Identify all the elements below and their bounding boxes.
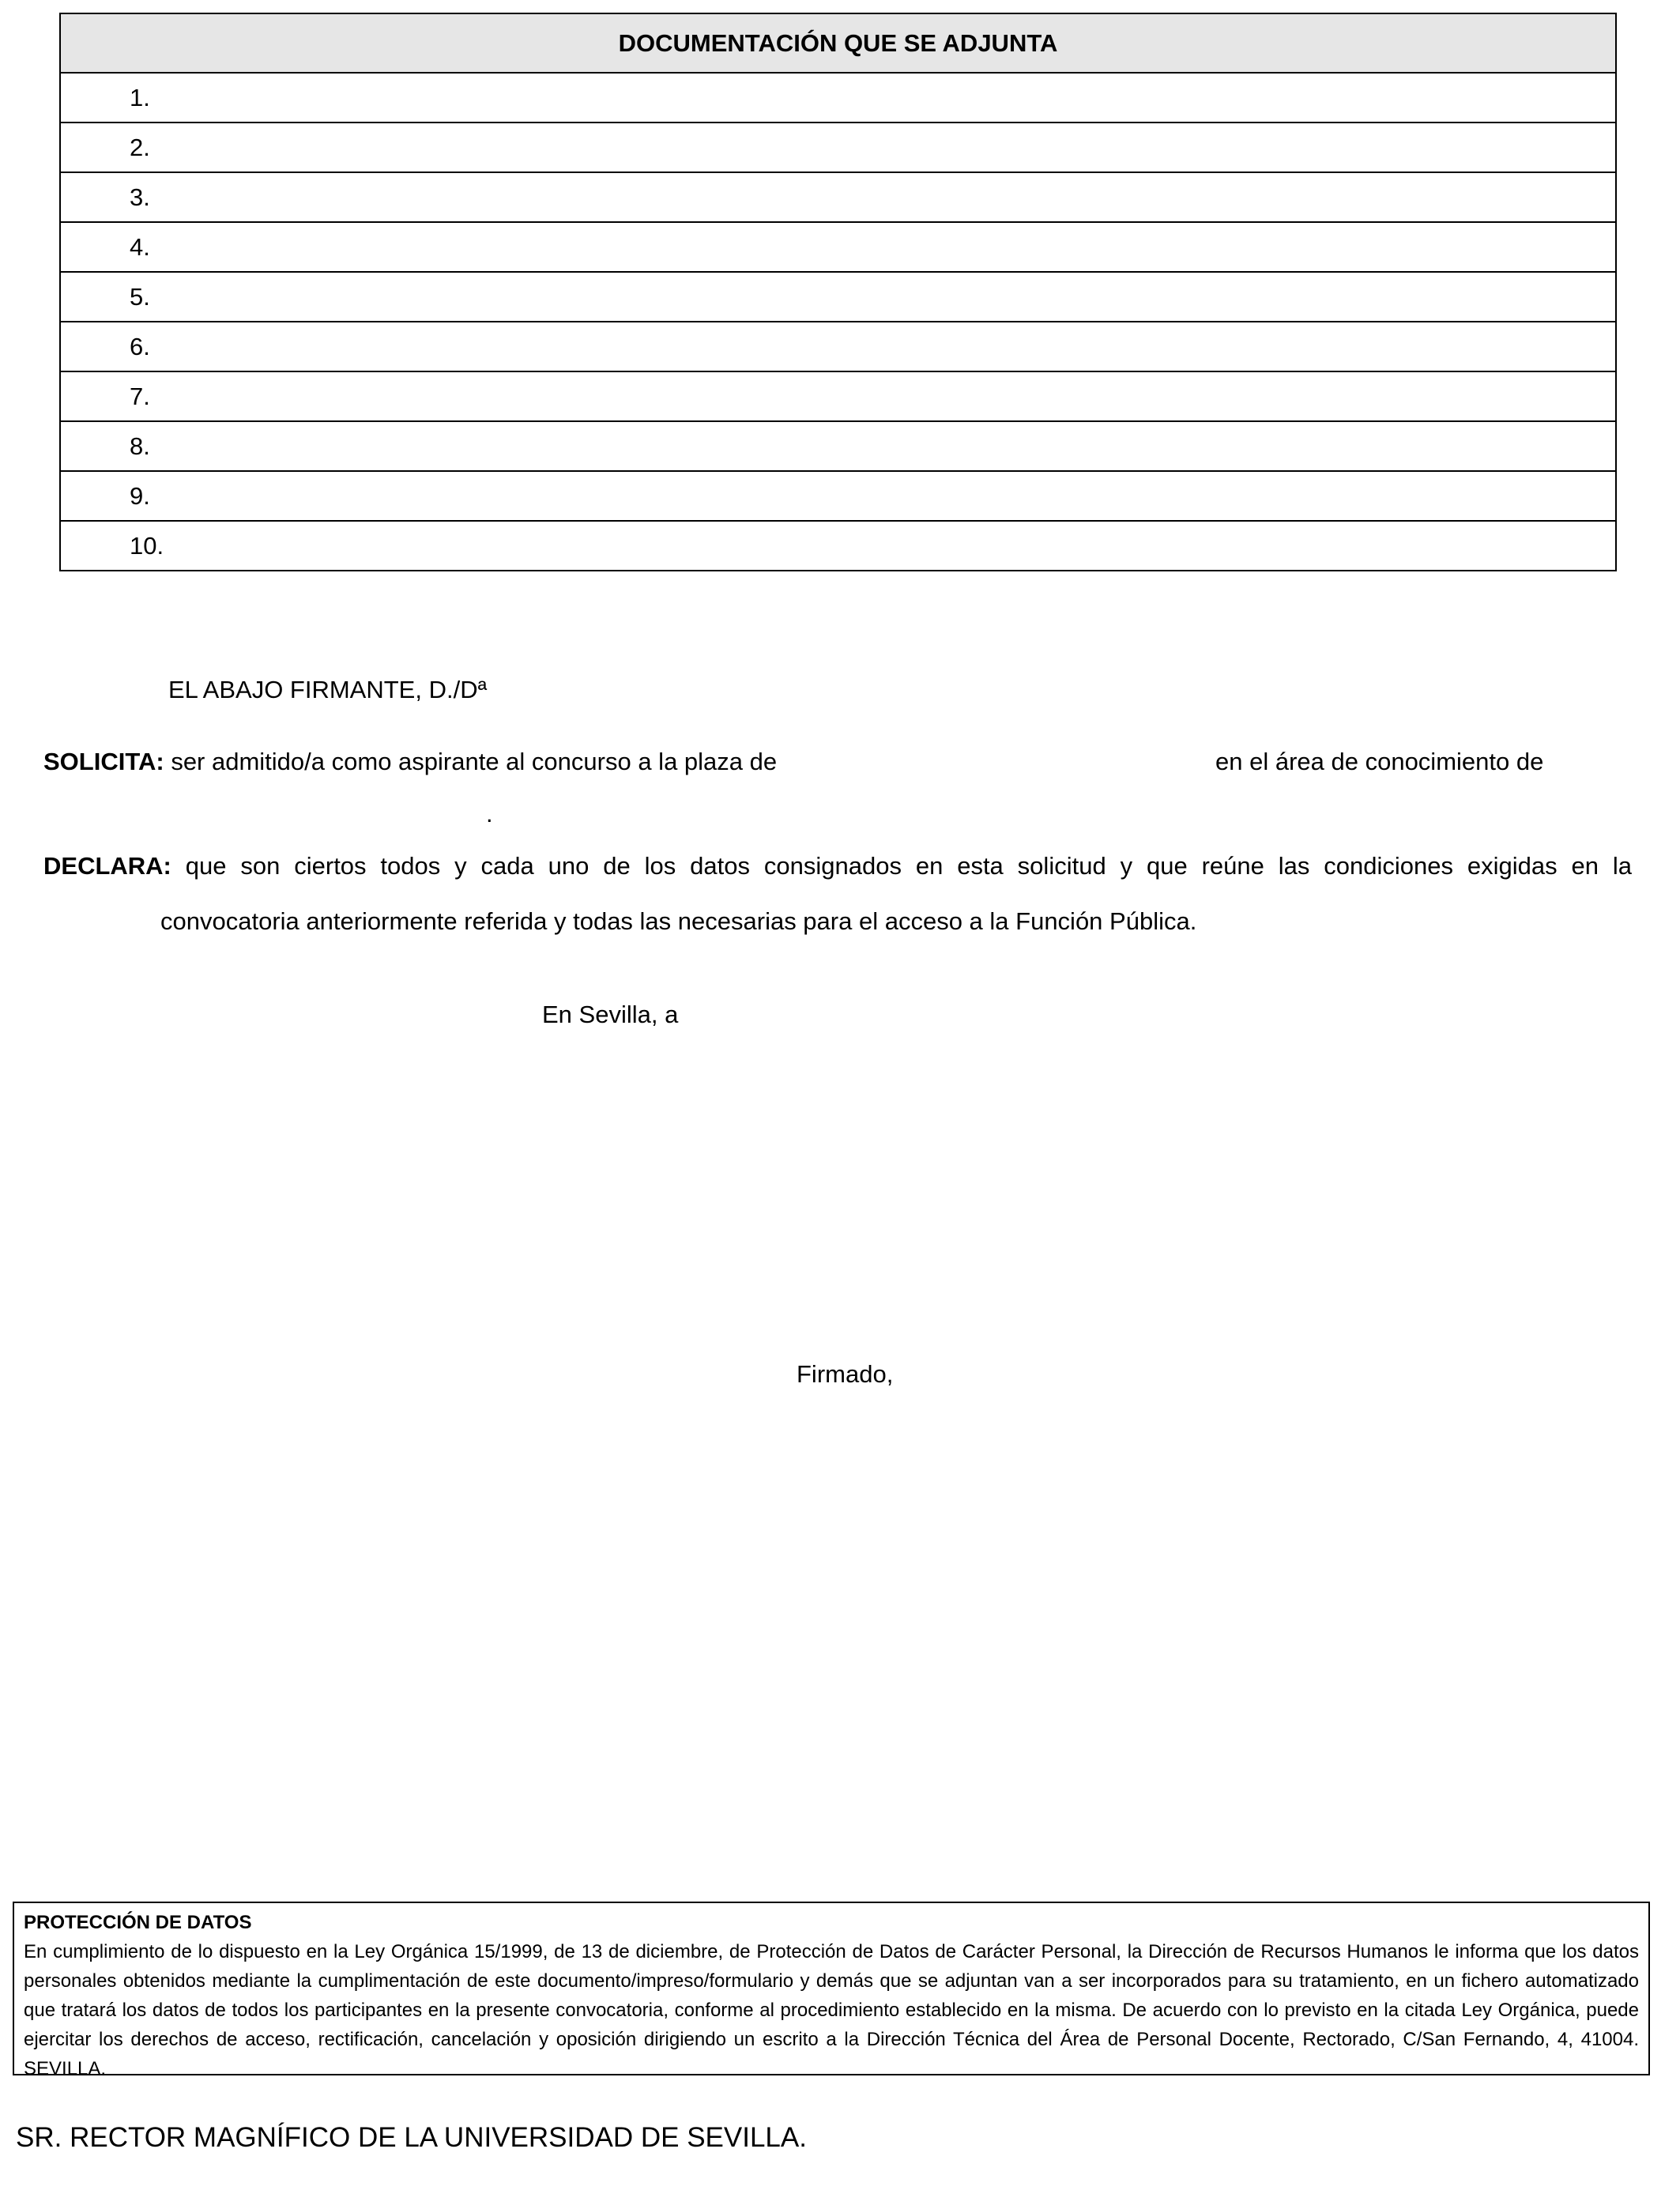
documentation-row[interactable]: 6. [60,322,1616,371]
data-protection-box [13,1902,1650,2079]
signature-label: Firmado, [797,1360,894,1388]
signer-label: EL ABAJO FIRMANTE, D./Dª [168,676,488,703]
addressee: SR. RECTOR MAGNÍFICO DE LA UNIVERSIDAD DE SEVILLA. [16,2122,807,2153]
declara-text-line1: que son ciertos todos y cada uno de los datos consignados en esta solicitud y que reúne las condiciones exigidas en la [185,852,1632,880]
declara-line [43,850,1632,882]
declara-label: DECLARA: [43,852,171,880]
documentation-row[interactable]: 5. [60,272,1616,322]
solicita-line [43,746,777,778]
documentation-row[interactable]: 10. [60,521,1616,571]
documentation-row[interactable]: 2. [60,123,1616,172]
documentation-row[interactable]: 3. [60,172,1616,222]
declara-text-line2: convocatoria anteriormente referida y todas las necesarias para el acceso a la Función Pública. [160,907,1197,935]
place-date: En Sevilla, a [542,1001,679,1028]
area-text: en el área de conocimiento de [1215,748,1544,775]
documentation-row[interactable]: 9. [60,471,1616,521]
data-protection-body: En cumplimiento de lo dispuesto en la Ley Orgánica 15/1999, de 13 de diciembre, de Protección de Datos de Carácter Personal, la Dirección de Recursos Humanos le informa que los datos personales obtenidos mediante la cumplimentación de este documento/impreso/formulario y demás que se adjuntan van a ser incorporados para su tratamiento, en un fichero automatizado que tratará los datos de todos los participantes en la presente convocatoria, conforme al procedimiento establecido en la misma. De acuerdo con lo previsto en la citada Ley Orgánica, puede ejercitar los derechos de acceso, rectificación, cancelación y oposición dirigiendo un escrito a la Dirección Técnica del Área de Personal Docente, Rectorado, C/San Fernando, 4, 41004. SEVILLA. [24,1941,1639,2079]
documentation-row[interactable]: 4. [60,222,1616,272]
documentation-row[interactable]: 7. [60,371,1616,421]
documentation-row[interactable]: 1. [60,73,1616,123]
data-protection-title: PROTECCIÓN DE DATOS [24,1912,252,1933]
documentation-table [59,13,1617,571]
documentation-table-header: DOCUMENTACIÓN QUE SE ADJUNTA [60,13,1616,73]
documentation-row[interactable]: 8. [60,421,1616,471]
solicita-label: SOLICITA: [43,748,164,775]
solicita-period: . [486,800,493,827]
solicita-text: ser admitido/a como aspirante al concurso a la plaza de [171,748,778,775]
